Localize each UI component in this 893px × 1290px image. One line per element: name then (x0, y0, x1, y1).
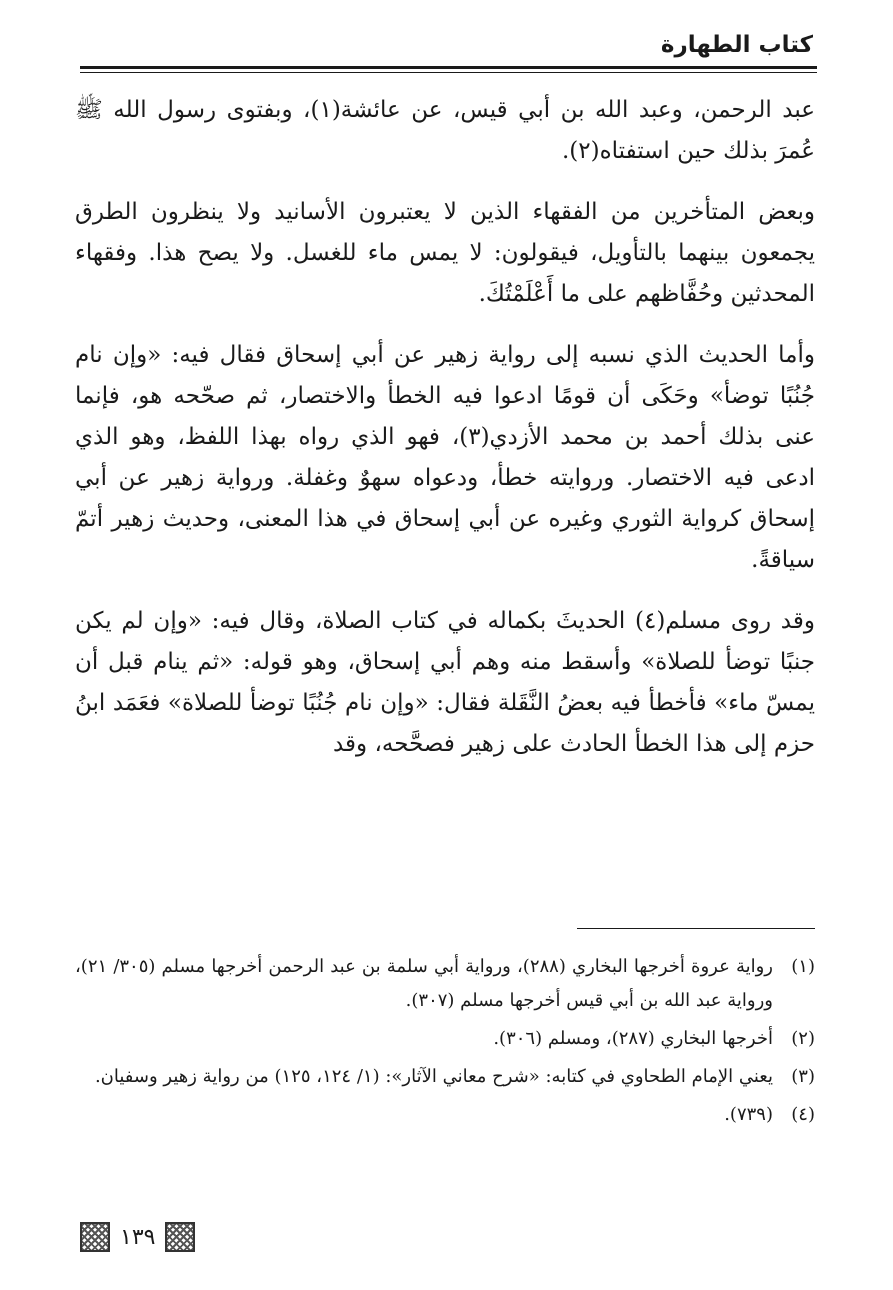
footnote-separator (577, 928, 815, 929)
footnote-number: (٤) (791, 1104, 815, 1125)
footnote-item (75, 950, 815, 1018)
footnote-text: يعني الإمام الطحاوي في كتابه: «شرح معاني الآثار»: (١/ ١٢٤، ١٢٥) من رواية زهير وسفيان. (94, 1066, 773, 1087)
page-number: ١٣٩ (120, 1224, 156, 1250)
footnote-text: (٧٣٩). (724, 1104, 773, 1125)
paragraph: وبعض المتأخرين من الفقهاء الذين لا يعتبرون الأسانيد ولا ينظرون الطرق يجمعون بينهما بالتأويل، فيقولون: لا يمس ماء للغسل. ولا يصح هذا. وفقهاء المحدثين وحُفَّاظهم على ما أَعْلَمْتُكَ. (75, 199, 815, 307)
footnote-item (75, 1022, 815, 1056)
footnote-text: رواية عروة أخرجها البخاري (٢٨٨)، ورواية أبي سلمة بن عبد الرحمن أخرجها مسلم (٣٠٥/ ٢١)، ورواية عبد الله بن أبي قيس أخرجها مسلم (٣٠٧). (75, 956, 773, 1011)
footnote-number: (٣) (791, 1066, 815, 1087)
header-rule-thin (80, 72, 817, 73)
running-header: كتاب الطهارة (660, 32, 813, 58)
footnote-number: (٢) (791, 1028, 815, 1049)
paragraph: وقد روى مسلم(٤) الحديثَ بكماله في كتاب الصلاة، وقال فيه: «وإن لم يكن جنبًا توضأ للصلاة» وأسقط منه وهم أبي إسحاق، وهو قوله: «ثم ينام قبل أن يمسّ ماء» فأخطأ فيه بعضُ النَّقَلة فقال: «وإن نام جُنُبًا توضأ للصلاة» فعَمَد ابنُ حزم إلى هذا الخطأ الحادث على زهير فصحَّحه، وقد (75, 608, 815, 757)
footnote-item (75, 1098, 815, 1132)
main-text (75, 90, 815, 785)
paragraph: عبد الرحمن، وعبد الله بن أبي قيس، عن عائشة(١)، وبفتوى رسول الله ﷺ عُمرَ بذلك حين استفتاه(٢). (75, 97, 815, 164)
ornament-right-icon (165, 1222, 195, 1252)
footnote-number: (١) (791, 956, 815, 977)
footnote-item (75, 1060, 815, 1094)
footnotes (75, 950, 815, 1136)
paragraph: وأما الحديث الذي نسبه إلى رواية زهير عن أبي إسحاق فقال فيه: «وإن نام جُنُبًا توضأ» وحَكَى أن قومًا ادعوا فيه الخطأ والاختصار، ثم صحّحه هو، فإنما عنى بذلك أحمد بن محمد الأزدي(٣)، فهو الذي رواه بهذا اللفظ، وهو الذي ادعى فيه الاختصار. وروايته خطأ، ودعواه سهوٌ وغفلة. ورواية زهير عن أبي إسحاق كرواية الثوري وغيره عن أبي إسحاق في هذا المعنى، وحديث زهير أتمّ سياقةً. (75, 342, 815, 573)
page-footer (80, 1220, 195, 1254)
footnote-text: أخرجها البخاري (٢٨٧)، ومسلم (٣٠٦). (493, 1028, 773, 1049)
header-rule (80, 66, 817, 69)
ornament-left-icon (80, 1222, 110, 1252)
